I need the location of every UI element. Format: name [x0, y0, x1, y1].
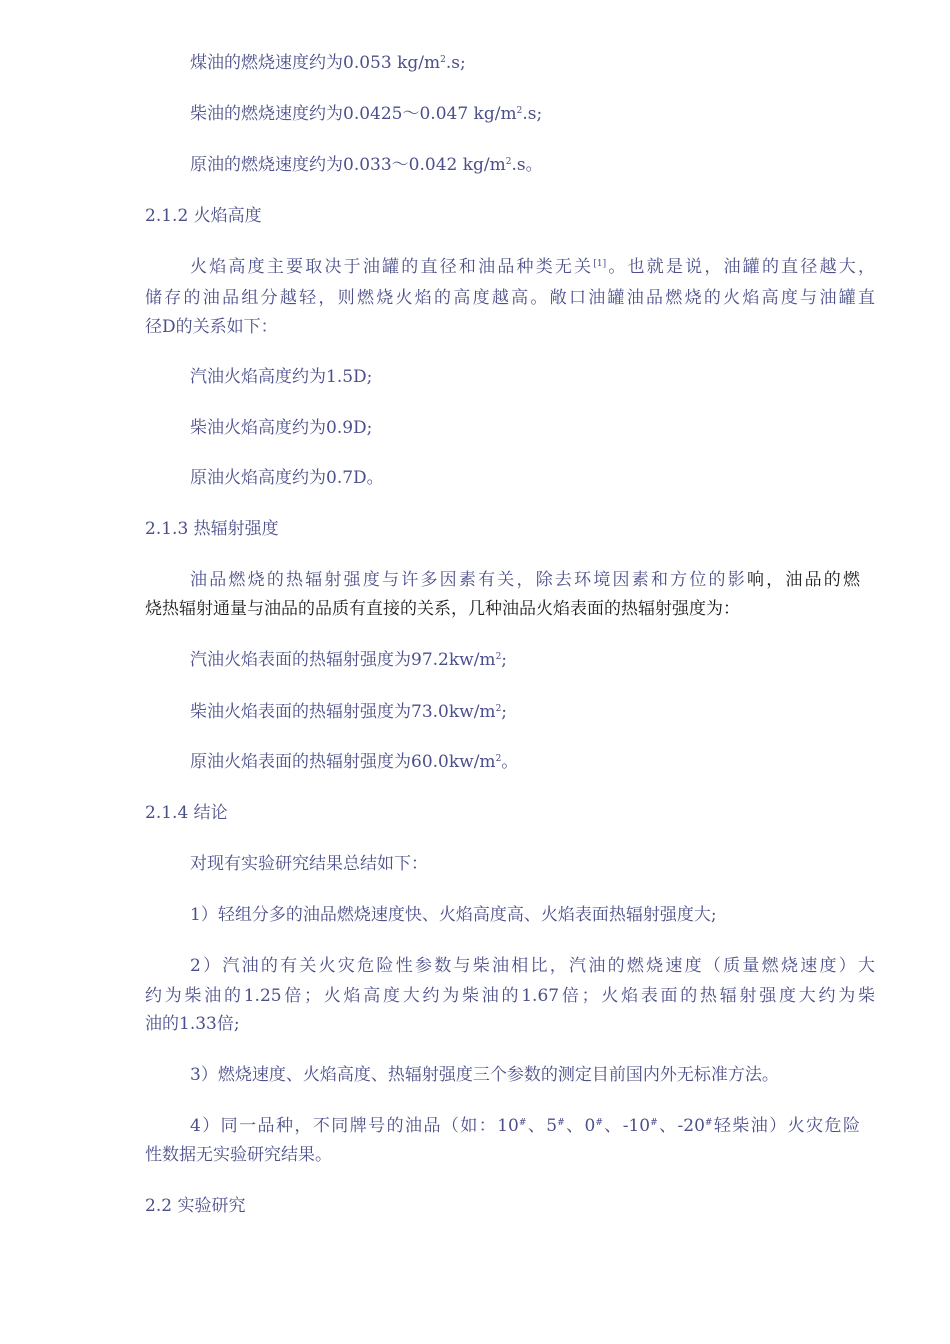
- radiation-para-line1: 油品燃烧的热辐射强度与许多因素有关，除去环境因素和方位的影响，油品的燃: [190, 570, 861, 590]
- flame-height-diesel: 柴油火焰高度约为0.9D;: [190, 418, 373, 438]
- radiation-para-line2: 烧热辐射通量与油品的品质有直接的关系，几种油品火焰表面的热辐射强度为：: [145, 599, 740, 619]
- burn-rate-diesel: 柴油的燃烧速度约为0.0425～0.047 $kg/m^2.s$;: [190, 104, 543, 124]
- heading-2-1-2: 2.1.2 火焰高度: [145, 206, 262, 226]
- flame-height-para-line2: 储存的油品组分越轻，则燃烧火焰的高度越高。敞口油罐油品燃烧的火焰高度与油罐直: [145, 288, 875, 308]
- conclusion-item-1: 1）轻组分多的油品燃烧速度快、火焰高度高、火焰表面热辐射强度大;: [190, 905, 717, 925]
- conclusion-item-4-line2: 性数据无实验研究结果。: [145, 1145, 332, 1165]
- burn-rate-kerosene: 煤油的燃烧速度约为0.053 $kg/m^2.s$;: [190, 53, 466, 73]
- conclusion-item-2-line1: 2）汽油的有关火灾危险性参数与柴油相比，汽油的燃烧速度（质量燃烧速度）大: [190, 956, 875, 976]
- conclusion-item-4-line1: 4）同一品种，不同牌号的油品（如：10#、5#、0#、-10#、-20#轻柴油）火灾危险: [190, 1116, 860, 1136]
- burn-rate-crude: 原油的燃烧速度约为0.033～0.042 $kg/m^2.s$。: [190, 155, 543, 175]
- radiation-gasoline: 汽油火焰表面的热辐射强度为$97.2kw/m^2$;: [190, 650, 508, 670]
- radiation-crude: 原油火焰表面的热辐射强度为$60.0kw/m^2$。: [190, 752, 519, 772]
- conclusion-item-2-line3: 油的1.33倍;: [145, 1014, 240, 1034]
- heading-2-1-4: 2.1.4 结论: [145, 803, 228, 823]
- conclusion-item-2-line2: 约为柴油的1.25倍；火焰高度大约为柴油的1.67倍；火焰表面的热辐射强度大约为柴: [145, 986, 875, 1006]
- heading-2-1-3: 2.1.3 热辐射强度: [145, 519, 279, 539]
- conclusion-item-3: 3）燃烧速度、火焰高度、热辐射强度三个参数的测定目前国内外无标准方法。: [190, 1065, 779, 1085]
- flame-height-para-line1: 火焰高度主要取决于油罐的直径和油品种类无关[1]。也就是说，油罐的直径越大，: [190, 257, 876, 277]
- flame-height-gasoline: 汽油火焰高度约为1.5D;: [190, 367, 373, 387]
- flame-height-para-line3: 径D的关系如下：: [145, 317, 278, 337]
- flame-height-crude: 原油火焰高度约为0.7D。: [190, 468, 384, 488]
- radiation-diesel: 柴油火焰表面的热辐射强度为$73.0kw/m^2$;: [190, 702, 508, 722]
- conclusion-intro: 对现有实验研究结果总结如下：: [190, 854, 428, 874]
- heading-2-2: 2.2 实验研究: [145, 1196, 246, 1216]
